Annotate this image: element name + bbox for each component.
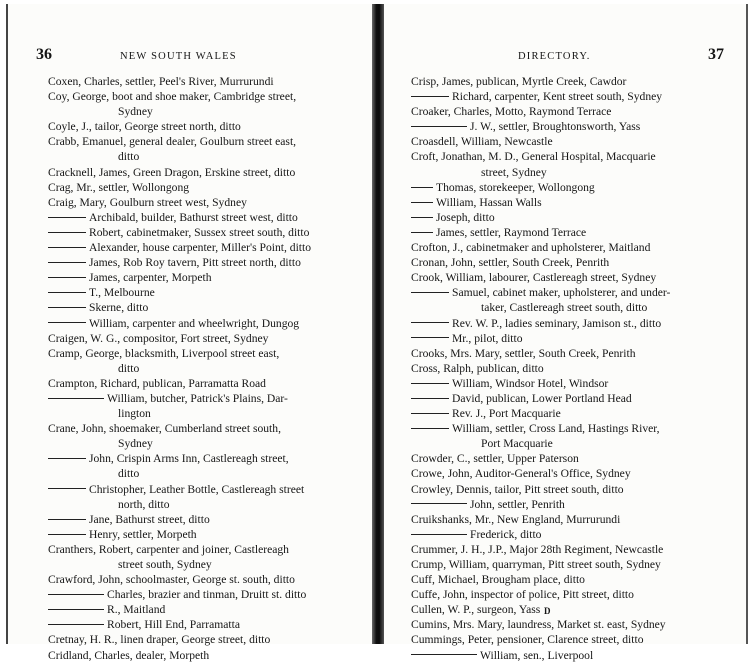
entry-text: Crawford, John, schoolmaster, George st. south, ditto [48, 573, 295, 587]
ditto-dash [48, 594, 104, 595]
entry-text: Sydney [118, 437, 153, 451]
directory-entry [48, 74, 366, 89]
entry-text: Craig, Mary, Goulburn street west, Sydney [48, 195, 247, 209]
entry-text: Craigen, W. G., compositor, Fort street, Sydney [48, 331, 269, 345]
entry-text: R., Maitland [107, 603, 166, 617]
directory-entry [411, 527, 736, 542]
right-page [384, 4, 748, 662]
directory-entry [48, 316, 366, 331]
ditto-dash [411, 96, 449, 97]
directory-entry [48, 165, 366, 180]
entry-text: William, carpenter and wheelwright, Dungog [89, 316, 300, 330]
directory-entry [48, 346, 366, 361]
entry-continuation-line [411, 300, 736, 315]
ditto-dash [411, 217, 433, 218]
directory-entry [411, 406, 736, 421]
ditto-dash [411, 187, 433, 188]
directory-entry [411, 285, 736, 300]
directory-entry [48, 376, 366, 391]
ditto-dash [48, 624, 104, 625]
directory-entry [411, 617, 736, 632]
entry-text: Mr., pilot, ditto [452, 331, 523, 345]
ditto-dash [48, 488, 86, 489]
directory-entry [411, 632, 736, 647]
directory-entry [411, 542, 736, 557]
entry-text: Cullen, W. P., surgeon, Yass [411, 603, 541, 617]
entry-text: Cuffe, John, inspector of police, Pitt street, ditto [411, 588, 634, 602]
directory-entry [411, 602, 736, 617]
entry-text: J. W., settler, Broughtonsworth, Yass [470, 120, 641, 134]
entry-text: Richard, carpenter, Kent street south, Sydney [452, 90, 663, 104]
directory-entry [411, 240, 736, 255]
entry-text: Port Macquarie [481, 437, 553, 451]
entry-text: street, Sydney [481, 165, 547, 179]
directory-entry [48, 542, 366, 557]
entry-text: Croft, Jonathan, M. D., General Hospital, Macquarie [411, 150, 656, 164]
entry-text: William, settler, Cross Land, Hastings River, [452, 422, 660, 436]
ditto-dash [48, 322, 86, 323]
entry-text: Coxen, Charles, settler, Peel's River, Murrurundi [48, 75, 274, 88]
left-running-head: NEW SOUTH WALES [120, 51, 237, 62]
entry-continuation-line [48, 104, 366, 119]
directory-entry [411, 361, 736, 376]
ditto-dash [48, 609, 104, 610]
entry-text: ditto [118, 150, 140, 164]
entry-text: Archibald, builder, Bathurst street west, ditto [89, 210, 298, 224]
directory-entry [411, 557, 736, 572]
directory-entry [411, 391, 736, 406]
ditto-dash [411, 337, 449, 338]
entry-text: Cranthers, Robert, carpenter and joiner, Castlereagh [48, 542, 289, 556]
directory-entry [48, 180, 366, 195]
directory-entry [411, 104, 736, 119]
directory-entry [411, 149, 736, 164]
entry-continuation-line [48, 149, 366, 164]
directory-entry [411, 74, 736, 89]
directory-entry [411, 180, 736, 195]
entry-text: taker, Castlereagh street south, ditto [481, 301, 648, 315]
entry-text: John, settler, Penrith [470, 497, 565, 511]
directory-entry [48, 527, 366, 542]
entry-text: Sydney [118, 105, 153, 119]
directory-entry [411, 331, 736, 346]
entry-text: William, Hassan Walls [436, 195, 542, 209]
directory-entry [411, 572, 736, 587]
entry-text: James, Rob Roy tavern, Pitt street north, ditto [89, 256, 301, 270]
ditto-dash [48, 519, 86, 520]
entry-continuation-line [48, 557, 366, 572]
directory-entry [48, 482, 366, 497]
entry-text: Crag, Mr., settler, Wollongong [48, 180, 190, 194]
directory-entry [411, 346, 736, 361]
directory-entry [48, 421, 366, 436]
directory-entry [411, 195, 736, 210]
directory-entry [411, 270, 736, 285]
directory-entry [411, 497, 736, 512]
ditto-dash [48, 307, 86, 308]
ditto-dash [411, 292, 449, 293]
entry-text: Robert, Hill End, Parramatta [107, 618, 240, 632]
entry-continuation-line [48, 436, 366, 451]
entry-text: Cummings, Peter, pensioner, Clarence street, ditto [411, 633, 644, 647]
entry-text: John, Crispin Arms Inn, Castlereagh street, [89, 452, 289, 466]
left-page-number: 36 [36, 46, 52, 63]
entry-text: Coy, George, boot and shoe maker, Cambridge street, [48, 90, 297, 104]
directory-entry [48, 512, 366, 527]
ditto-dash [411, 503, 467, 504]
entry-text: Crofton, J., cabinetmaker and upholsterer, Maitland [411, 241, 651, 255]
entry-text: Crampton, Richard, publican, Parramatta Road [48, 376, 266, 390]
ditto-dash [48, 277, 86, 278]
entry-text: Crump, William, quarryman, Pitt street south, Sydney [411, 558, 661, 571]
entry-text: T., Melbourne [89, 286, 155, 300]
entry-text: ditto [118, 361, 140, 375]
ditto-dash [411, 202, 433, 203]
entry-text: Cross, Ralph, publican, ditto [411, 361, 544, 375]
directory-entry [48, 210, 366, 225]
entry-text: James, settler, Raymond Terrace [436, 225, 587, 239]
directory-entry [411, 210, 736, 225]
directory-entry [411, 648, 736, 663]
ditto-dash [411, 398, 449, 399]
entry-text: Crowder, C., settler, Upper Paterson [411, 452, 579, 466]
left-directory-entries [48, 74, 366, 663]
entry-text: Rev. W. P., ladies seminary, Jamison st., ditto [452, 316, 662, 330]
directory-entry [48, 331, 366, 346]
entry-text: Thomas, storekeeper, Wollongong [436, 180, 595, 194]
entry-text: Joseph, ditto [436, 210, 495, 224]
entry-text: Cuff, Michael, Brougham place, ditto [411, 573, 585, 587]
book-gutter [372, 4, 384, 644]
directory-entry [48, 451, 366, 466]
ditto-dash [411, 322, 449, 323]
directory-entry [48, 255, 366, 270]
directory-entry [411, 482, 736, 497]
entry-continuation-line [48, 406, 366, 421]
ditto-dash [411, 428, 449, 429]
entry-text: Skerne, ditto [89, 301, 149, 315]
entry-continuation-line [411, 436, 736, 451]
entry-text: Robert, cabinetmaker, Sussex street south, ditto [89, 225, 310, 239]
entry-text: Samuel, cabinet maker, upholsterer, and under- [452, 286, 671, 300]
directory-entry [48, 648, 366, 663]
entry-text: Jane, Bathurst street, ditto [89, 512, 210, 526]
directory-entry [411, 119, 736, 134]
directory-entry [48, 587, 366, 602]
entry-text: William, Windsor Hotel, Windsor [452, 376, 609, 390]
right-page-header [384, 48, 746, 68]
entry-text: Crisp, James, publican, Myrtle Creek, Cawdor [411, 75, 627, 88]
directory-entry [411, 451, 736, 466]
right-running-head: DIRECTORY. [518, 51, 591, 62]
entry-text: Croaker, Charles, Motto, Raymond Terrace [411, 105, 612, 119]
directory-entry [411, 512, 736, 527]
left-page-header [8, 48, 374, 68]
ditto-dash [411, 126, 467, 127]
directory-entry [411, 225, 736, 240]
left-page [6, 4, 374, 662]
ditto-dash [48, 262, 86, 263]
entry-text: Crook, William, labourer, Castlereagh street, Sydney [411, 271, 657, 285]
directory-entry [48, 300, 366, 315]
entry-text: Crooks, Mrs. Mary, settler, South Creek, Penrith [411, 346, 636, 360]
ditto-dash [411, 232, 433, 233]
directory-entry [48, 632, 366, 647]
directory-entry [48, 617, 366, 632]
directory-entry [48, 285, 366, 300]
entry-continuation-line [411, 165, 736, 180]
directory-entry [48, 270, 366, 285]
ditto-dash [48, 217, 86, 218]
ditto-dash [411, 413, 449, 414]
entry-text: Frederick, ditto [470, 527, 542, 541]
entry-continuation-line [48, 466, 366, 481]
directory-entry [411, 89, 736, 104]
entry-text: Alexander, house carpenter, Miller's Point, ditto [89, 241, 312, 255]
directory-entry [411, 587, 736, 602]
right-page-number: 37 [708, 46, 724, 63]
ditto-dash [48, 232, 86, 233]
directory-entry [48, 602, 366, 617]
entry-text: Henry, settler, Morpeth [89, 527, 197, 541]
entry-text: William, butcher, Patrick's Plains, Dar- [107, 391, 288, 405]
ditto-dash [411, 534, 467, 535]
entry-text: Cracknell, James, Green Dragon, Erskine street, ditto [48, 165, 296, 179]
entry-text: Christopher, Leather Bottle, Castlereagh street [89, 482, 305, 496]
ditto-dash [48, 458, 86, 459]
directory-entry [48, 240, 366, 255]
ditto-dash [48, 398, 104, 399]
ditto-dash [411, 383, 449, 384]
entry-continuation-line [48, 361, 366, 376]
directory-entry [48, 391, 366, 406]
directory-entry [411, 421, 736, 436]
entry-text: Cridland, Charles, dealer, Morpeth [48, 648, 210, 662]
signature-mark: D [544, 606, 551, 616]
entry-text: Crowley, Dennis, tailor, Pitt street south, ditto [411, 482, 624, 496]
entry-text: lington [118, 407, 151, 421]
book-spread [6, 4, 746, 662]
directory-entry [48, 119, 366, 134]
ditto-dash [48, 534, 86, 535]
right-directory-entries [411, 74, 736, 663]
directory-entry [48, 134, 366, 149]
entry-text: William, sen., Liverpool [480, 648, 594, 662]
ditto-dash [48, 292, 86, 293]
entry-continuation-line [48, 497, 366, 512]
entry-text: north, ditto [118, 497, 170, 511]
entry-text: Croasdell, William, Newcastle [411, 135, 553, 149]
directory-entry [411, 255, 736, 270]
entry-text: ditto [118, 467, 140, 481]
entry-text: Cruikshanks, Mr., New England, Murrurundi [411, 512, 621, 526]
directory-entry [48, 195, 366, 210]
entry-text: Cronan, John, settler, South Creek, Penrith [411, 256, 610, 270]
directory-entry [411, 466, 736, 481]
ditto-dash [48, 247, 86, 248]
entry-text: Crummer, J. H., J.P., Major 28th Regiment, Newcastle [411, 542, 664, 556]
entry-text: Crowe, John, Auditor-General's Office, Sydney [411, 467, 631, 481]
entry-text: Cretnay, H. R., linen draper, George street, ditto [48, 633, 271, 647]
entry-text: Cramp, George, blacksmith, Liverpool street east, [48, 346, 280, 360]
entry-text: Rev. J., Port Macquarie [452, 407, 561, 421]
entry-text: James, carpenter, Morpeth [89, 271, 212, 285]
entry-text: street south, Sydney [118, 558, 212, 571]
entry-text: Crabb, Emanuel, general dealer, Goulburn street east, [48, 135, 297, 149]
entry-text: Charles, brazier and tinman, Druitt st. ditto [107, 588, 307, 602]
directory-entry [411, 316, 736, 331]
entry-text: Coyle, J., tailor, George street north, ditto [48, 120, 241, 134]
directory-entry [48, 89, 366, 104]
entry-text: Crane, John, shoemaker, Cumberland street south, [48, 422, 281, 436]
directory-entry [48, 572, 366, 587]
ditto-dash [411, 654, 477, 655]
directory-entry [411, 376, 736, 391]
entry-text: David, publican, Lower Portland Head [452, 391, 632, 405]
directory-entry [411, 134, 736, 149]
entry-text: Cumins, Mrs. Mary, laundress, Market st. east, Sydney [411, 618, 666, 632]
directory-entry [48, 225, 366, 240]
